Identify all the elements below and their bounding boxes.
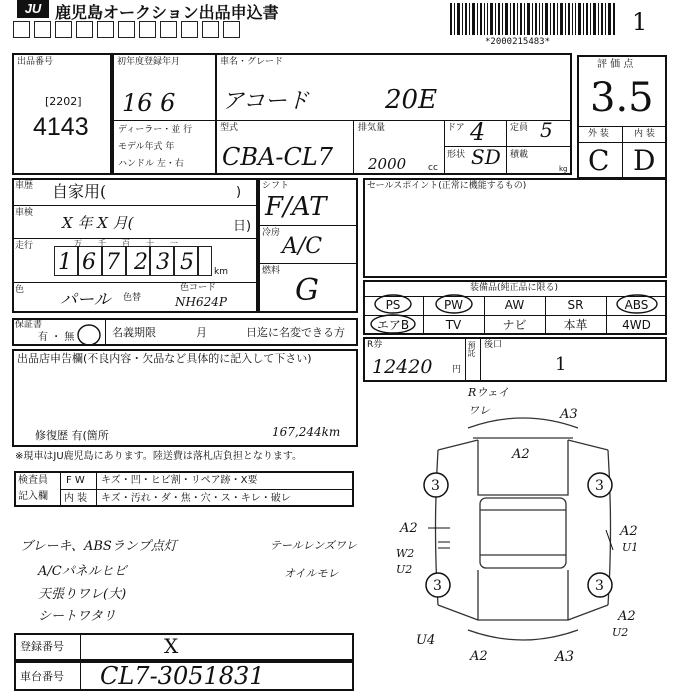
color-change-label: 色替 [123,293,142,303]
auction-logo [17,0,49,18]
grade-label: 評 価 点 [597,59,634,70]
equip-pw: PW [443,298,464,312]
diagram-tag-a2-left: A2 [400,521,418,536]
handle-label: ハンドル 左・右 [118,159,184,169]
diagram-top-label: Rウェイ [468,386,509,399]
mileage-digit-3: 2 [134,250,148,275]
registration-label: 登録番号 [20,640,64,653]
first-reg-label: 初年度登録年月 [117,57,181,67]
interior-items: キズ・汚れ・ダ・焦・穴・ス・キレ・破レ [101,493,291,504]
recycle-unit: 円 [452,365,462,375]
note-6: シートワタリ [38,609,116,624]
equip-tv: TV [445,318,462,332]
svg-text:3: 3 [595,578,604,594]
lot-bracket-code: [2202] [45,95,82,108]
first-reg-value: 16 6 [122,89,176,117]
equip-leather: 本革 [563,318,588,332]
owner-label: 後口 [484,340,503,350]
diagram-tag-w2: W2 [396,547,415,560]
interior-item-label: 内 装 [64,493,88,504]
info-box [112,53,572,175]
equipment-label: 装備品(純正品に限る) [470,283,559,293]
note-5: 天張りワレ(大) [38,587,127,602]
displacement-unit: cc [428,163,438,173]
fuel-value: G [295,273,319,308]
diagram-tag-a3-rear: A3 [555,649,575,665]
chassis-value: CL7-3051831 [100,662,265,690]
mileage-unit-0: 万 [74,239,82,248]
diagram-tag-u4: U4 [416,633,436,648]
mileage-unit-4: 一 [170,239,178,248]
dealer-label: ディーラー・並 行 [118,125,193,135]
interior-grade: D [633,144,656,177]
equip-4wd: 4WD [622,318,651,332]
warranty-selected-circle [76,323,104,347]
warranty-label: 保証書 [15,320,43,330]
note-2: テールレンズワレ [270,539,357,552]
page-mark: 1 [632,8,648,36]
model-year-label: モデル年式 年 [118,142,175,152]
load-label: 積載 [510,150,529,160]
warranty-month: 月 [196,326,207,339]
logo-text: JU [24,1,42,16]
displacement-label: 排気量 [358,123,386,133]
warranty-expiry-label: 名義期限 [112,326,156,339]
registration-box [14,633,354,661]
mileage-digit-5: 5 [180,250,194,275]
warranty-options: 有 ・ 無 [38,332,75,343]
exterior-grade: C [588,144,610,177]
prediction-label: 預託 [467,341,476,357]
doors-label: ドア [447,123,465,133]
car-grade-value: 20E [385,85,438,115]
registration-value: X [164,634,179,658]
capacity-value: 5 [540,118,553,142]
cooler-value: A/C [282,234,323,259]
inspector-label-1: 検査員 [18,475,48,486]
body-label: 形状 [447,150,466,160]
usage-value: 自家用( [52,182,107,201]
svg-text:3: 3 [595,478,604,494]
barcode-number: *2000215483* [485,37,551,47]
remarks-label: 出品店申告欄(不良内容・欠品など具体的に記入して下さい) [17,352,312,365]
lot-label: 出品番号 [17,57,54,67]
warranty-note: 日迄に名変できる方 [246,326,345,339]
diagram-tag-a2-front: A2 [512,447,530,462]
color-label: 色 [15,285,25,295]
fuel-label: 燃料 [262,266,281,276]
diagram-tag-u1: U1 [622,541,639,554]
sales-point-box [363,178,667,278]
recycle-label: R券 [367,340,383,350]
recycle-amount: 12420 [372,356,433,378]
diagram-tag-u2-rear-right: U2 [612,626,629,639]
usage-close: ) [236,185,242,200]
notice-text: ※現車はJU鹿児島にあります。陸送費は落札店負担となります。 [15,451,303,462]
mileage-digit-2: 7 [106,250,120,275]
diagram-top-label-2: ワレ [468,404,490,417]
inspection-day: 日) [233,219,252,234]
equip-aw: AW [504,298,525,312]
repair-label: 修復歴 有(箇所 [35,429,109,442]
capacity-label: 定員 [510,123,529,133]
lot-number: 4143 [33,113,89,141]
fw-label: F W [66,475,85,486]
color-value: パール [60,290,111,310]
mileage-digit-0: 1 [58,250,72,275]
svg-text:3: 3 [433,578,442,594]
diagram-tag-a2-rear-right: A2 [618,609,636,624]
displacement-value: 2000 [368,155,407,173]
car-name-label: 車名・グレード [220,57,284,67]
exterior-label: 外 装 [588,129,609,139]
repair-mileage-note: 167,244km [272,425,341,439]
equipment-circles [363,280,667,335]
mileage-unit-3: 十 [146,239,154,248]
mileage-unit: km [214,267,228,277]
grade-score: 3.5 [590,75,654,121]
model-label: 型式 [220,123,239,133]
color-code-value: NH624P [175,295,227,309]
barcode [450,3,615,35]
sales-point-label: セールスポイント(正常に機能するもの) [367,181,527,191]
equip-ps: PS [385,298,401,312]
mileage-unit-1: 千 [98,239,106,248]
shift-label: シフト [262,181,290,191]
cooler-label: 冷房 [262,228,281,238]
chassis-label: 車台番号 [20,670,64,683]
model-value: CBA-CL7 [222,143,334,171]
mileage-digit-1: 6 [82,250,96,275]
prediction-value: 1 [555,354,567,375]
color-code-label: 色コード [180,283,217,293]
load-unit: kg [559,165,568,173]
note-1: ブレーキ、ABSランプ点灯 [20,539,177,554]
diagram-tag-a2-rear: A2 [470,649,488,664]
doors-value: 4 [470,118,486,146]
inspector-label-2: 記入欄 [18,491,48,502]
form-title: 鹿児島オークション出品申込書 [55,3,279,22]
equip-abs: ABS [624,298,649,312]
inspection-label: 車検 [15,208,34,218]
mileage-unit-2: 百 [122,239,130,248]
car-damage-diagram [408,400,638,660]
usage-label: 車歴 [15,181,34,191]
equip-navi: ナビ [502,318,527,332]
mileage-label: 走行 [15,241,34,251]
note-4: オイルモレ [284,567,339,580]
mileage-digit-4: 3 [156,250,170,275]
car-name-value: アコード [222,89,309,114]
note-3: A/Cパネルヒビ [38,564,127,579]
equip-sr: SR [567,298,584,312]
equip-airbag: エアB [376,318,410,332]
diagram-tag-a2-right: A2 [620,524,638,539]
interior-label: 内 装 [634,129,655,139]
diagram-tag-u2-left: U2 [396,563,413,576]
fw-items: キズ・凹・ヒビ割・リペア跡・X要 [101,475,258,486]
inspection-value: X 年 X 月( [62,214,134,232]
body-value: SD [471,145,501,169]
svg-text:3: 3 [431,478,440,494]
shift-value: F/AT [265,192,327,222]
diagram-tag-a3-top: A3 [560,407,578,422]
